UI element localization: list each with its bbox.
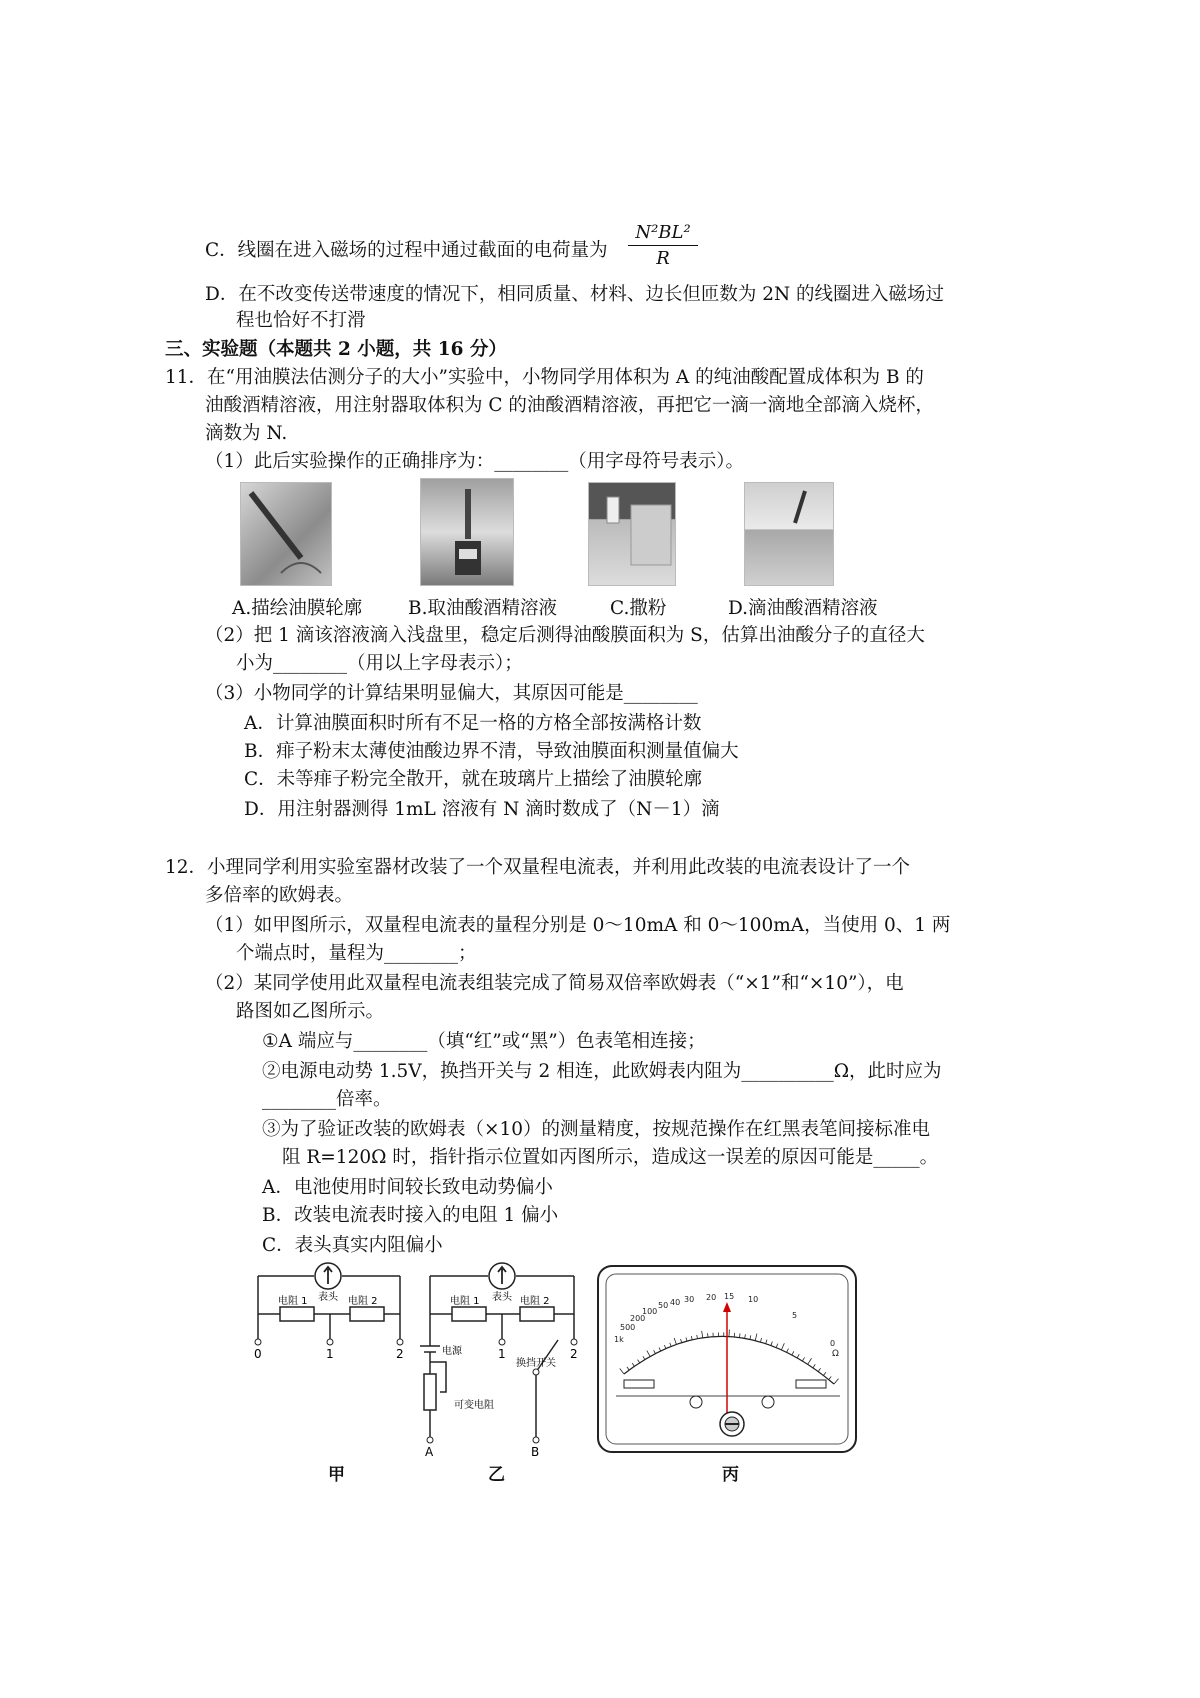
- fraction-denominator: R: [656, 248, 670, 269]
- q12-option-a: A．电池使用时间较长致电动势偏小: [262, 1177, 553, 1198]
- terminal-hole-left: [690, 1396, 702, 1408]
- q12-sub3-line1: ③为了验证改装的欧姆表（×10）的测量精度，按规范操作在红黑表笔间接标准电: [262, 1119, 931, 1140]
- q11-option-b: B．痱子粉末太薄使油酸边界不清，导致油膜面积测量值偏大: [244, 741, 739, 762]
- terminal-2: 2: [396, 1347, 404, 1361]
- q11-stem-line2: 油酸酒精溶液，用注射器取体积为 C 的油酸酒精溶液，再把它一滴一滴地全部滴入烧杯，: [205, 395, 934, 416]
- photo-caption-c: C.撒粉: [610, 598, 667, 619]
- figure-label-bing: 丙: [722, 1465, 739, 1485]
- photo-caption-a: A.描绘油膜轮廓: [232, 598, 363, 619]
- q10-fraction: [628, 222, 698, 269]
- scale-label-50: 50: [658, 1301, 669, 1310]
- q10-option-c: C．线圈在进入磁场的过程中通过截面的电荷量为: [205, 240, 608, 261]
- terminal-2: 2: [570, 1347, 578, 1361]
- scale-label-40: 40: [670, 1298, 681, 1307]
- terminal-a-icon: [427, 1437, 433, 1443]
- terminal-a: A: [425, 1445, 434, 1459]
- source-label: 电源: [442, 1346, 462, 1357]
- fraction-numerator: N²BL²: [635, 222, 691, 243]
- switch-pivot: [533, 1369, 539, 1375]
- meter-label: 表头: [492, 1292, 512, 1303]
- terminal-hole-right: [762, 1396, 774, 1408]
- photo-sprinkle-powder: [588, 482, 676, 586]
- photo-take-solution: [420, 478, 514, 586]
- photo-caption-b: B.取油酸酒精溶液: [408, 598, 557, 619]
- terminal-b: B: [531, 1445, 540, 1459]
- q11-option-c: C．未等痱子粉完全散开，就在玻璃片上描绘了油膜轮廓: [244, 769, 703, 790]
- resistor2-label: 电阻 2: [348, 1296, 378, 1307]
- q12-sub1: ①A 端应与________（填“红”或“黑”）色表笔相连接；: [262, 1031, 706, 1052]
- rheostat-label: 可变电阻: [454, 1400, 494, 1411]
- fraction-bar: [628, 245, 698, 246]
- dropper-icon: [745, 483, 833, 585]
- figure-label-yi: 乙: [488, 1465, 505, 1485]
- q11-option-d: D．用注射器测得 1mL 溶液有 N 滴时数成了（N－1）滴: [244, 799, 720, 820]
- scale-tick: [740, 1333, 741, 1337]
- circuit-diagram-yi: [420, 1262, 600, 1492]
- q12-part1-line1: （1）如甲图所示，双量程电流表的量程分别是 0～10mA 和 0～100mA，当使用 0、1 两: [205, 915, 951, 936]
- q11-part3: （3）小物同学的计算结果明显偏大，其原因可能是________: [205, 683, 698, 704]
- q12-part1-line2: 个端点时，量程为________；: [236, 943, 477, 964]
- meter-label: 表头: [318, 1292, 338, 1303]
- powder-bottle-icon: [589, 483, 675, 585]
- scale-label-10: 10: [748, 1295, 759, 1304]
- scale-label-5: 5: [792, 1311, 798, 1320]
- photo-draw-outline: [240, 482, 332, 586]
- unit-ohm: Ω: [832, 1349, 839, 1359]
- resistor2-label: 电阻 2: [520, 1296, 550, 1307]
- bottle-syringe-icon: [421, 479, 513, 585]
- q11-option-a: A．计算油膜面积时所有不足一格的方格全部按满格计数: [244, 713, 702, 734]
- q12-option-c: C．表头真实内阻偏小: [262, 1235, 443, 1256]
- q12-stem-line2: 多倍率的欧姆表。: [205, 885, 354, 906]
- q12-stem-line1: 12．小理同学利用实验室器材改装了一个双量程电流表，并利用此改装的电流表设计了一个: [165, 857, 911, 878]
- terminal-1: 1: [498, 1347, 506, 1361]
- switch-label: 换挡开关: [516, 1358, 556, 1369]
- q11-part2-line1: （2）把 1 滴该溶液滴入浅盘里，稳定后测得油酸膜面积为 S，估算出油酸分子的直径大: [205, 625, 925, 646]
- pen-drawing-icon: [241, 483, 331, 585]
- resistor1-label: 电阻 1: [278, 1296, 308, 1307]
- scale-label-100: 100: [642, 1307, 658, 1316]
- scale-label-200: 200: [630, 1314, 646, 1323]
- q11-stem-line1: 11．在“用油膜法估测分子的大小”实验中，小物同学用体积为 A 的纯油酸配置成体积为 B 的: [165, 367, 924, 388]
- q12-part2-line2: 路图如乙图所示。: [236, 1001, 385, 1022]
- q12-part2-line1: （2）某同学使用此双量程电流表组装完成了简易双倍率欧姆表（“×1”和“×10”），电: [205, 973, 904, 994]
- q12-sub2-line1: ②电源电动势 1.5V，换挡开关与 2 相连，此欧姆表内阻为__________Ω，此时应为: [262, 1061, 942, 1082]
- q10-option-d-line2: 程也恰好不打滑: [236, 310, 366, 331]
- photo-drip-solution: [744, 482, 834, 586]
- scale-label-500: 500: [620, 1323, 636, 1332]
- figure-label-jia: 甲: [328, 1465, 345, 1485]
- scale-label-1k: 1k: [614, 1335, 624, 1344]
- q12-sub2-line2: ________倍率。: [262, 1089, 392, 1110]
- terminal-0: 0: [254, 1347, 262, 1361]
- q11-part1: （1）此后实验操作的正确排序为：________（用字母符号表示）。: [205, 451, 745, 472]
- resistor1-label: 电阻 1: [450, 1296, 480, 1307]
- photo-caption-d: D.滴油酸酒精溶液: [728, 598, 878, 619]
- terminal-b-icon: [533, 1437, 539, 1443]
- q11-part2-line2: 小为________（用以上字母表示）；: [236, 653, 523, 674]
- section-heading: 三、实验题（本题共 2 小题，共 16 分）: [165, 339, 507, 360]
- circuit-diagram-jia: [250, 1262, 420, 1362]
- scale-label-30: 30: [684, 1295, 695, 1304]
- q12-option-b: B．改装电流表时接入的电阻 1 偏小: [262, 1205, 559, 1226]
- ohmmeter-dial: [596, 1264, 860, 1456]
- q12-sub3-line2: 阻 R=120Ω 时，指针指示位置如丙图所示，造成这一误差的原因可能是_____。: [282, 1147, 939, 1168]
- terminal-1: 1: [326, 1347, 334, 1361]
- scale-label-15: 15: [724, 1292, 735, 1301]
- scale-label-20: 20: [706, 1293, 717, 1302]
- scale-label-0: 0: [830, 1339, 836, 1348]
- q11-stem-line3: 滴数为 N.: [205, 423, 288, 444]
- q10-option-d-line1: D．在不改变传送带速度的情况下，相同质量、材料、边长但匝数为 2N 的线圈进入磁场过: [205, 284, 945, 305]
